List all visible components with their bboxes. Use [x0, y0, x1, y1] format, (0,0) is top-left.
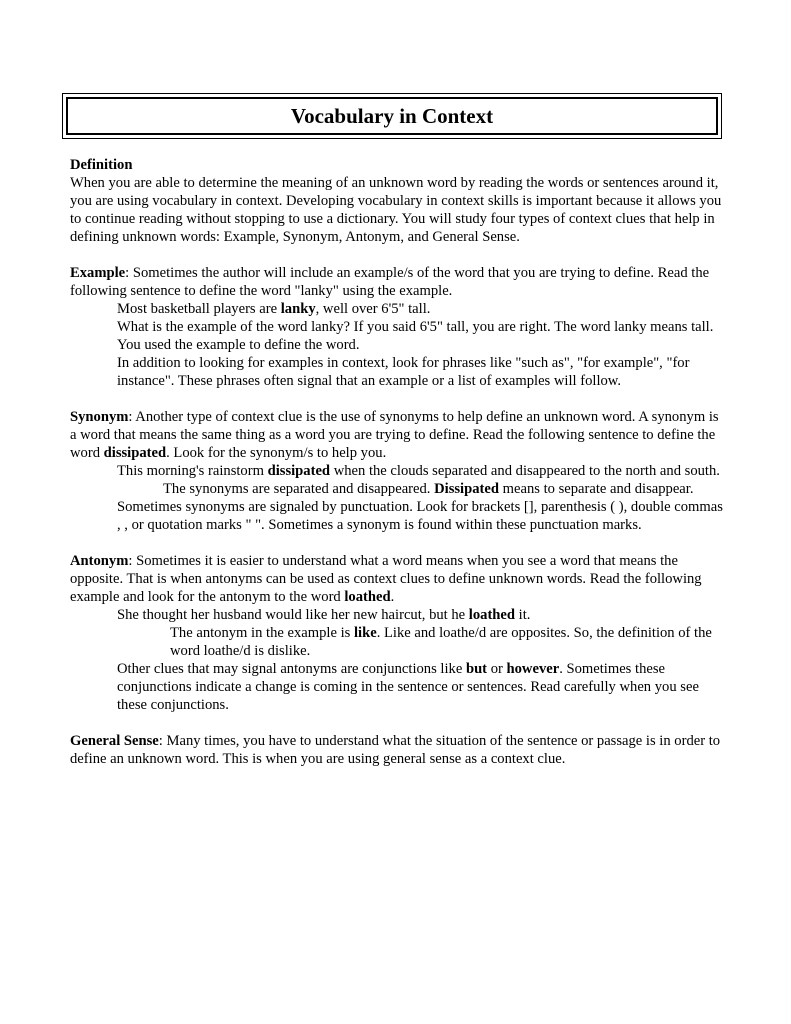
synonym-sentence: This morning's rainstorm dissipated when the clouds separated and disappeared to the north and south. — [117, 463, 720, 479]
example-intro: Example: Sometimes the author will include an example/s of the word that you are trying to define. Read the following sentence to define the word "lanky" using the example. — [70, 265, 710, 299]
antonym-sentence: She thought her husband would like her new haircut, but he loathed it. — [117, 607, 531, 623]
example-term: Example — [70, 265, 126, 281]
antonym-intro: Antonym: Sometimes it is easier to understand what a word means when you see a word that means the opposite. That is when antonyms can be used as context clues to define unknown words. Read the following example and look for the antonym to the word loathed. — [70, 553, 702, 605]
definition-heading: Definition — [70, 157, 133, 173]
example-explanation: What is the example of the word lanky? If you said 6'5" tall, you are right. The word lanky means tall. You used the example to define the word. — [117, 319, 714, 353]
antonym-explanation: The antonym in the example is like. Like and loathe/d are opposites. So, the definition of the word loathe/d is dislike. — [170, 625, 712, 659]
title-frame — [66, 97, 718, 135]
document-body — [70, 156, 725, 768]
antonym-term: Antonym — [70, 553, 129, 569]
antonym-conjunction-note: Other clues that may signal antonyms are conjunctions like but or however. Sometimes these conjunctions indicate a change is coming in the sentence or sentences. Read carefully when you see these conjunctions. — [117, 661, 699, 713]
definition-text: When you are able to determine the meaning of an unknown word by reading the words or sentences around it, you are using vocabulary in context. Developing vocabulary in context skills is important because it allows you to continue reading without stopping to use a dictionary. You will study four types of context clues that help in defining unknown words: Example, Synonym, Antonym, and General Sense. — [70, 175, 722, 245]
title-box — [62, 93, 722, 139]
general-sense-text: General Sense: Many times, you have to understand what the situation of the sentence or passage is in order to define an unknown word. This is when you are using general sense as a context clue. — [70, 733, 721, 767]
page-title: Vocabulary in Context — [290, 104, 494, 128]
general-sense-term: General Sense — [70, 733, 159, 749]
synonym-term: Synonym — [70, 409, 129, 425]
synonym-punctuation-note: Sometimes synonyms are signaled by punctuation. Look for brackets [], parenthesis ( ), double commas , , or quotation marks " ". Sometimes a synonym is found within these punctuation marks. — [117, 499, 723, 533]
example-sentence: Most basketball players are lanky, well over 6'5" tall. — [117, 301, 431, 317]
synonym-explanation: The synonyms are separated and disappeared. Dissipated means to separate and disappear. — [163, 481, 694, 497]
example-signal-phrases: In addition to looking for examples in context, look for phrases like "such as", "for example", "for instance". These phrases often signal that an example or a list of examples will follow. — [117, 355, 690, 389]
synonym-intro: Synonym: Another type of context clue is the use of synonyms to help define an unknown word. A synonym is a word that means the same thing as a word you are trying to define. Read the following sentence to define the word dissipated. Look for the synonym/s to help you. — [70, 409, 719, 461]
